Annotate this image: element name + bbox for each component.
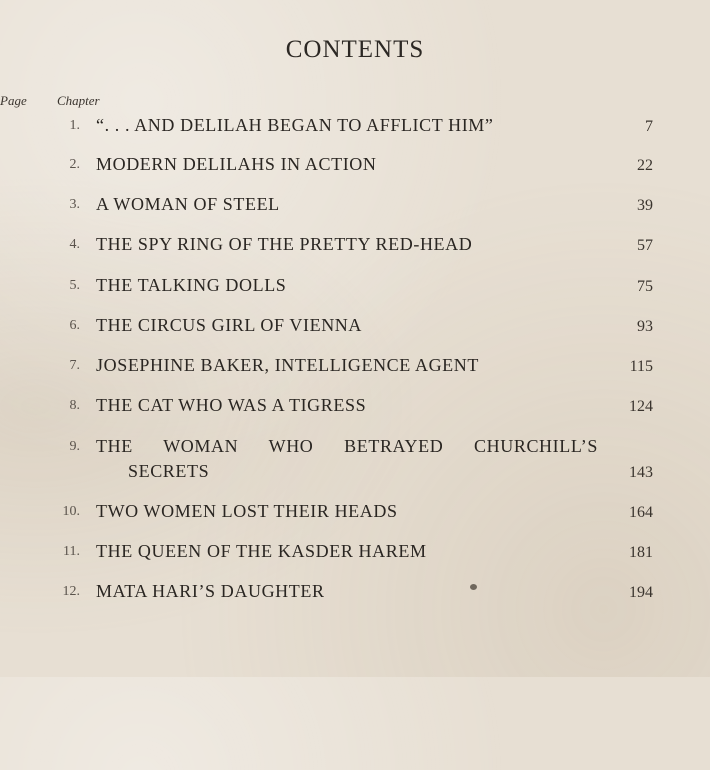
chapter-column-header: Chapter (57, 93, 100, 108)
chapter-title: “. . . AND DELILAH BEGAN TO AFFLICT HIM” (96, 115, 494, 135)
contents-entry (0, 355, 710, 388)
chapter-number: 11. (63, 544, 80, 559)
contents-entry (0, 154, 710, 187)
page-title: CONTENTS (285, 36, 425, 63)
chapter-number: 9. (69, 439, 80, 454)
chapter-title: THE WOMAN WHO BETRAYED CHURCHILL’S (96, 436, 598, 456)
page-number: 39 (637, 197, 653, 214)
contents-entry (0, 315, 710, 348)
contents-entry (0, 115, 710, 148)
chapter-number: 7. (69, 358, 80, 373)
contents-entry (0, 581, 710, 614)
page-number: 124 (629, 398, 653, 415)
chapter-number: 3. (69, 197, 80, 212)
chapter-title: THE CAT WHO WAS A TIGRESS (96, 395, 367, 415)
chapter-title-continued: SECRETS (128, 461, 210, 481)
chapter-number: 8. (69, 398, 80, 413)
contents-entry (0, 541, 710, 574)
page-number: 115 (629, 358, 653, 375)
contents-entry (0, 395, 710, 428)
page-number: 57 (637, 237, 653, 254)
chapter-title: TWO WOMEN LOST THEIR HEADS (96, 501, 398, 521)
chapter-number: 5. (69, 278, 80, 293)
chapter-title: THE CIRCUS GIRL OF VIENNA (96, 315, 363, 335)
contents-entry (0, 234, 710, 267)
chapter-title: JOSEPHINE BAKER, INTELLIGENCE AGENT (96, 355, 479, 375)
chapter-title: THE SPY RING OF THE PRETTY RED-HEAD (96, 234, 473, 254)
chapter-title: A WOMAN OF STEEL (96, 194, 280, 214)
page-number: 181 (629, 544, 653, 561)
contents-entry (0, 436, 710, 481)
chapter-number: 2. (69, 157, 80, 172)
page-number: 143 (629, 464, 653, 481)
chapter-title: MATA HARI’S DAUGHTER (96, 581, 325, 601)
contents-entry (0, 275, 710, 308)
ink-speck (470, 584, 477, 590)
chapter-number: 12. (62, 584, 80, 599)
page-number: 164 (629, 504, 653, 521)
chapter-title: MODERN DELILAHS IN ACTION (96, 154, 377, 174)
page-number: 93 (637, 318, 653, 335)
page-number: 22 (637, 157, 653, 174)
contents-entry (0, 501, 710, 534)
page-number: 194 (629, 584, 653, 601)
contents-entry (0, 194, 710, 227)
chapter-number: 10. (62, 504, 80, 519)
chapter-number: 4. (69, 237, 80, 252)
chapter-number: 1. (69, 118, 80, 133)
chapter-title: THE TALKING DOLLS (96, 275, 287, 295)
page-column-header: Page (0, 93, 27, 108)
page-number: 7 (645, 118, 653, 135)
chapter-number: 6. (69, 318, 80, 333)
page-number: 75 (637, 278, 653, 295)
chapter-title: THE QUEEN OF THE KASDER HAREM (96, 541, 427, 561)
